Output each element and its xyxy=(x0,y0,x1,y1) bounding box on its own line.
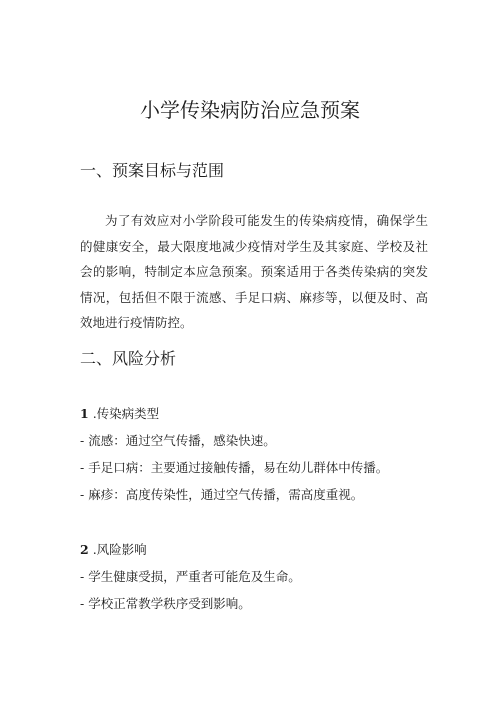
subsection-heading-types xyxy=(80,405,159,423)
subsection-title: .风险影响 xyxy=(92,542,147,557)
subsection-heading-impact xyxy=(80,541,147,559)
section-paragraph-goals: 为了有效应对小学阶段可能发生的传染病疫情，确保学生的健康安全，最大限度地减少疫情对学生及其家庭、学校及社会的影响，特制定本应急预案。预案适用于各类传染病的突发情况，包括但不限于流感、手足口病、麻疹等，以便及时、高效地进行疫情防控。 xyxy=(80,213,428,330)
list-item: - 流感：通过空气传播，感染快速。 xyxy=(80,433,276,448)
section-heading-risk: 二、风险分析 xyxy=(80,349,177,368)
list-item: - 麻疹：高度传染性，通过空气传播，需高度重视。 xyxy=(80,487,364,502)
document-title: 小学传染病防治应急预案 xyxy=(140,98,360,122)
subsection-title: .传染病类型 xyxy=(92,406,160,421)
section-heading-goals: 一、预案目标与范围 xyxy=(80,161,225,180)
subsection-number: 2 xyxy=(80,542,89,557)
list-item: - 学校正常教学秩序受到影响。 xyxy=(80,596,251,611)
list-item: - 学生健康受损，严重者可能危及生命。 xyxy=(80,569,301,584)
list-item: - 手足口病：主要通过接触传播，易在幼儿群体中传播。 xyxy=(80,460,389,475)
subsection-number: 1 xyxy=(80,406,89,421)
